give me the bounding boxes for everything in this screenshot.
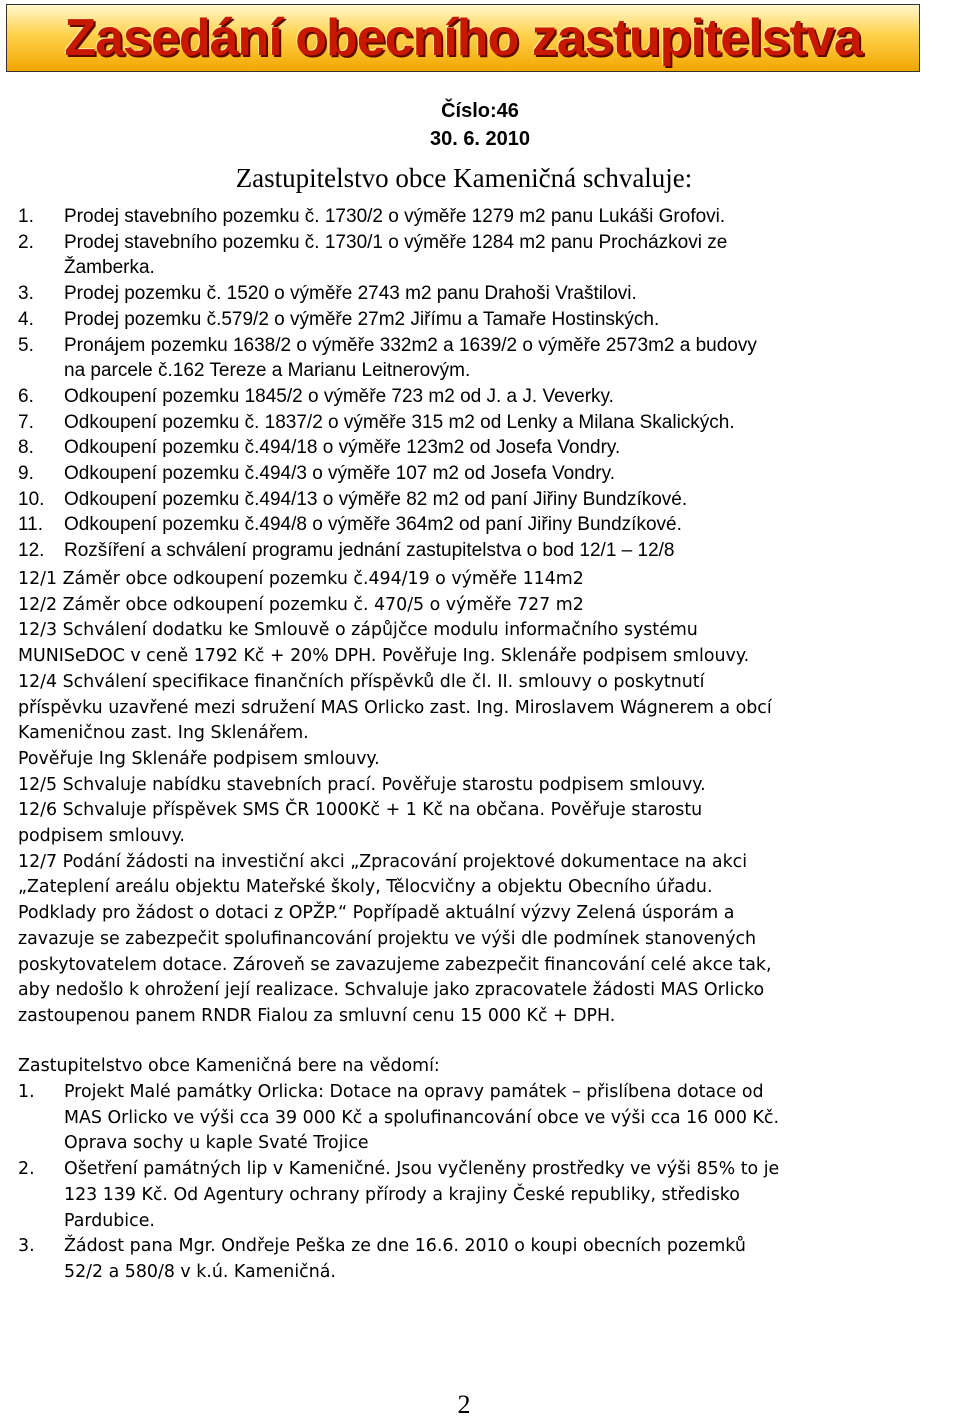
approved-item [18,204,960,230]
noted-item [18,1080,960,1106]
item-number: 2. [18,1159,35,1180]
approved-item [18,435,960,461]
approved-item [18,384,960,410]
approved-item [18,333,960,359]
resolution-number: Číslo:46 [441,100,519,122]
sub-item-line: 12/7 Podání žádosti na investiční akci „Zpracování projektové dokumentace na akci [18,851,748,872]
item-number: 9. [18,463,34,484]
noted-item [18,1157,960,1183]
item-text: Prodej pozemku č. 1520 o výměře 2743 m2 panu Drahoši Vraštilovi. [64,283,637,305]
item-number: 5. [18,334,34,356]
noted-item [64,1131,960,1157]
item-text: Odkoupení pozemku č.494/8 o výměře 364m2 od paní Jiřiny Bundzíkové. [64,514,682,536]
item-text: Prodej pozemku č.579/2 o výměře 27m2 Jiřímu a Tamaře Hostinských. [64,308,660,330]
item-number: 3. [18,283,34,305]
sub-item-line: zavazuje se zabezpečit spolufinancování projektu ve výši dle podmínek stanovených [18,928,757,949]
item-number: 6. [18,385,34,407]
sub-item-line: 12/5 Schvaluje nabídku stavebních prací. Pověřuje starostu podpisem smlouvy. [18,774,706,795]
approved-item [64,255,960,281]
item-text: Odkoupení pozemku 1845/2 o výměře 723 m2 od J. a J. Veverky. [64,385,614,407]
noted-item [64,1209,960,1235]
item-text: Pardubice. [64,1210,155,1231]
approved-item [18,307,960,333]
approves-heading: Zastupitelstvo obce Kameničná schvaluje: [235,163,693,193]
approved-item [18,410,960,436]
sub-item-line: MUNISeDOC v ceně 1792 Kč + 20% DPH. Pověřuje Ing. Sklenáře podpisem smlouvy. [18,646,750,667]
sub-item-line: 12/1 Záměr obce odkoupení pozemku č.494/19 o výměře 114m2 [18,569,584,589]
sub-item-line: zastoupenou panem RNDR Fialou za smluvní cenu 15 000 Kč + DPH. [18,1005,616,1026]
item-number: 2. [18,231,34,253]
noted-item [64,1106,960,1132]
sub-item-line: 12/6 Schvaluje příspěvek SMS ČR 1000Kč + 1 Kč na občana. Pověřuje starostu [18,800,703,821]
item-number: 7. [18,411,34,433]
item-text: Odkoupení pozemku č.494/13 o výměře 82 m2 od paní Jiřiny Bundzíkové. [64,488,688,510]
sub-item-line: Kameničnou zast. Ing Sklenářem. [18,723,309,744]
item-text: Projekt Malé památky Orlicka: Dotace na opravy památek – přislíbena dotace od [64,1082,764,1102]
item-text: na parcele č.162 Tereze a Marianu Leitnerovým. [64,360,471,382]
sub-item-line: Pověřuje Ing Sklenáře podpisem smlouvy. [18,748,380,769]
item-text: Ošetření památných lip v Kameničné. Jsou vyčleněny prostředky ve výši 85% to je [64,1159,780,1180]
item-number: 11. [18,514,44,536]
item-number: 12. [18,540,45,562]
approved-item [18,538,960,564]
item-text: Žamberka. [64,257,155,279]
item-text: Odkoupení pozemku č.494/18 o výměře 123m2 od Josefa Vondry. [64,437,621,459]
sub-item-line: 12/4 Schválení specifikace finančních příspěvků dle čl. II. smlouvy o poskytnutí [18,671,705,692]
notes-heading: Zastupitelstvo obce Kameničná bere na vědomí: [18,1056,440,1076]
noted-item [64,1183,960,1209]
item-number: 8. [18,437,34,459]
sub-item-line: Podklady pro žádost o dotaci z OPŽP.“ Popřípadě aktuální výzvy Zelená úsporám a [18,903,735,924]
item-text: Prodej stavebního pozemku č. 1730/1 o výměře 1284 m2 panu Procházkovi ze [64,231,728,253]
meeting-date: 30. 6. 2010 [429,128,531,150]
header-banner [6,4,920,72]
approved-item [18,281,960,307]
item-text: Odkoupení pozemku č.494/3 o výměře 107 m2 od Josefa Vondry. [64,463,615,484]
approved-item [18,461,960,487]
item-text: Prodej stavebního pozemku č. 1730/2 o výměře 1279 m2 panu Lukáši Grofovi. [64,206,726,227]
approved-item [18,230,960,256]
item-number: 10. [18,488,45,510]
sub-item-line: podpisem smlouvy. [18,826,185,846]
approved-item [18,487,960,513]
sub-item-line: příspěvku uzavřené mezi sdružení MAS Orlicko zast. Ing. Miroslavem Wágnerem a obcí [18,697,772,718]
sub-item-line: poskytovatelem dotace. Zároveň se zavazujeme zabezpečit financování celé akce tak, [18,954,772,975]
approved-item [64,358,960,384]
item-number: 1. [18,206,34,227]
item-text: Pronájem pozemku 1638/2 o výměře 332m2 a 1639/2 o výměře 2573m2 a budovy [64,334,757,356]
item-text: MAS Orlicko ve výši cca 39 000 Kč a spolufinancování obce ve výši cca 16 000 Kč. [64,1107,779,1128]
item-text: Odkoupení pozemku č. 1837/2 o výměře 315 m2 od Lenky a Milana Skalických. [64,411,735,433]
item-text: Žádost pana Mgr. Ondřeje Peška ze dne 16.6. 2010 o koupi obecních pozemků [64,1236,746,1257]
page-number: 2 [457,1390,471,1419]
item-number: 1. [18,1082,35,1102]
sub-item-line: aby nedošlo k ohrožení její realizace. Schvaluje jako zpracovatele žádosti MAS Orlicko [18,980,765,1001]
item-text: 52/2 a 580/8 v k.ú. Kameničná. [64,1261,336,1282]
sub-item-line: „Zateplení areálu objektu Mateřské školy, Tělocvičny a objektu Obecního úřadu. [18,877,713,898]
item-number: 3. [18,1236,35,1257]
item-text: 123 139 Kč. Od Agentury ochrany přírody a krajiny České republiky, středisko [64,1184,740,1205]
noted-item [18,1234,960,1260]
sub-item-line: 12/3 Schválení dodatku ke Smlouvě o zápůjčce modulu informačního systému [18,620,698,641]
sub-item-line: 12/2 Záměr obce odkoupení pozemku č. 470/5 o výměře 727 m2 [18,594,584,615]
noted-item [64,1260,960,1286]
item-text: Rozšíření a schválení programu jednání zastupitelstva o bod 12/1 – 12/8 [64,540,675,562]
banner-title: Zasedání obecního zastupitelstva [64,9,862,67]
approved-item [18,512,960,538]
item-number: 4. [18,308,34,330]
item-text: Oprava sochy u kaple Svaté Trojice [64,1133,369,1154]
